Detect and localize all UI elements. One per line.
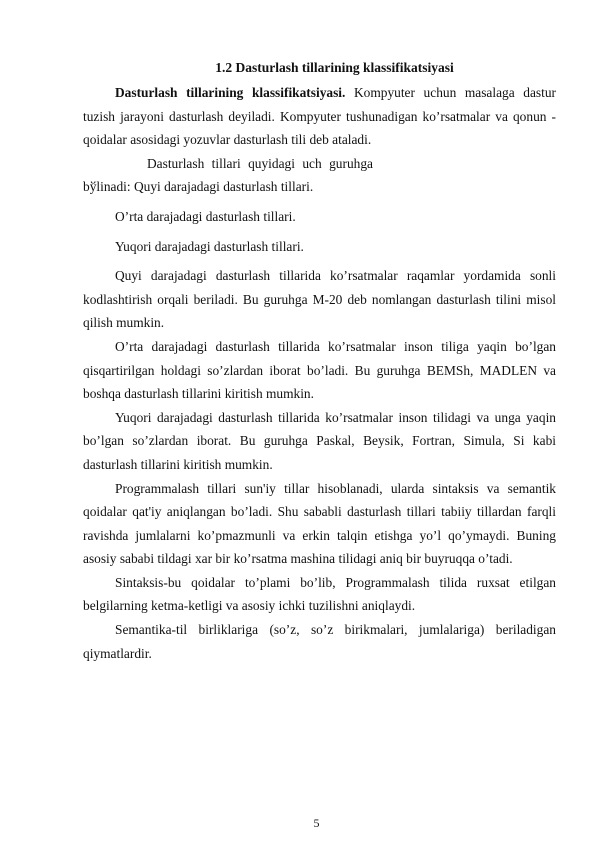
- page-number: 5: [313, 816, 320, 830]
- paragraph-groups-intro: [83, 152, 556, 176]
- section-heading: 1.2 Dasturlash tillarining klassifikatsiyasi: [215, 60, 454, 75]
- paragraph-low-level: Quyi darajadagi dasturlash tillarida ko’rsatmalar raqamlar yordamida sonli kodlashtirish orqali beriladi. Bu guruhga M-20 deb nomlangan dasturlash tilini misol qilish mumkin.: [83, 268, 556, 331]
- bold-term: Dasturlash tillarining klassifikatsiyasi.: [115, 85, 346, 100]
- paragraph-middle-level: O’rta darajadagi dasturlash tillarida ko’rsatmalar inson tiliga yaqin bo’lgan qisqartirilgan holdagi so’zlardan iborat bo’ladi. Bu guruhga BEMSh, MADLEN va boshqa dasturlash tillarini kiritish mumkin.: [83, 338, 556, 402]
- paragraph-text: Kompyuter uchun masalaga dastur tuzish jarayoni dasturlash deyiladi. Kompyuter tushunadigan ko’rsatmalar va qonun - qoidalar asosidagi yozuvlar dasturlash tili deb ataladi.: [83, 85, 557, 148]
- paragraph-syntax: Sintaksis-bu qoidalar to’plami bo’lib, Programmalash tilida ruxsat etilgan belgilarning ketma-ketligi va asosiy ichki tuzilishni aniqlaydi.: [83, 574, 556, 614]
- paragraph-definition: [83, 81, 556, 152]
- page-content: [83, 55, 556, 665]
- paragraph-semantics: Semantika-til birliklariga (so’z, so’z birikmalari, jumlalariga) beriladigan qiymatlardir.: [83, 622, 556, 661]
- paragraph-high-level: Yuqori darajadagi dasturlash tillarida ko’rsatmalar inson tilidagi va unga yaqin bo’lgan so’zlardan iborat. Bu guruhga Paskal, Beysik, Fortran, Simula, Si kabi dasturlash tillarini kiritish mumkin.: [83, 409, 556, 472]
- list-item-middle-level: O’rta darajadagi dasturlash tillari.: [115, 208, 296, 224]
- paragraph-line: Dasturlash tillari quyidagi uch guruhga: [147, 155, 373, 171]
- list-item-high-level: Yuqori darajadagi dasturlash tillari.: [115, 238, 304, 254]
- paragraph-artificial-languages: Programmalash tillari sun'iy tillar hisoblanadi, ularda sintaksis va semantik qoidalar qat'iy aniqlangan bo’ladi. Shu sababli dasturlash tillari tabiiy tillardan farqli ravishda jumlalarni ko’pmazmunli va erkin talqin etishga yo’l qo’ymaydi. Buning asosiy sababi tildagi xar bir ko’rsatma mashina tilidagi aniq bir buyruqqa o’tadi.: [83, 480, 556, 567]
- paragraph-groups-continued: bўlinadi: Quyi darajadagi dasturlash tillari.: [83, 179, 314, 195]
